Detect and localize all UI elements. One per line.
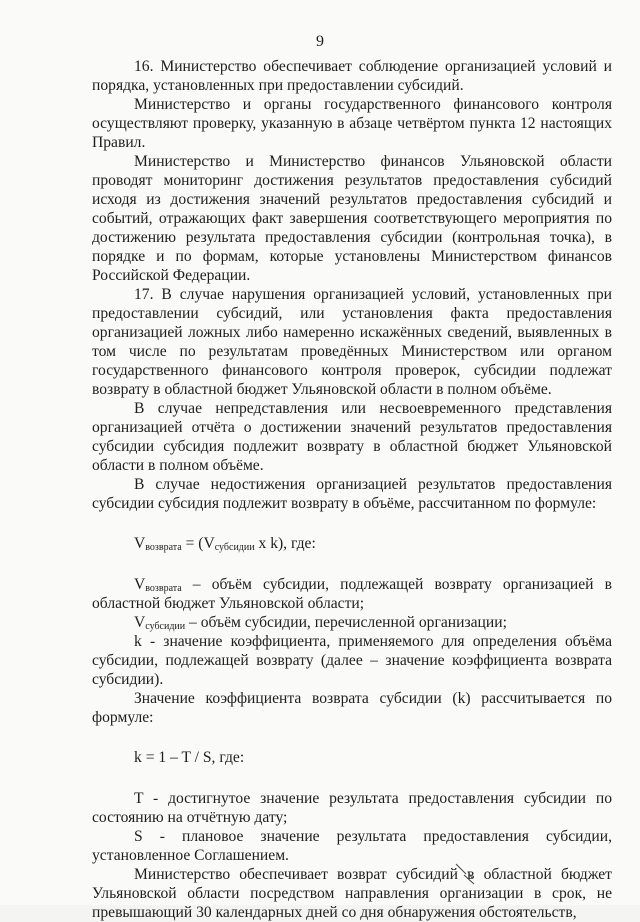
page-number: 9 <box>316 33 324 50</box>
definition-v-subsidy: $V_{субсидии}$ – объём субсидии, перечисленной организации; <box>134 614 507 632</box>
paragraph-17-formula-intro: В случае недостижения организацией результатов предоставления субсидии субсидия подлежит возврату в объёме, рассчитанном по формуле: <box>92 476 612 512</box>
coefficient-formula: k = 1 – T / S, где: <box>134 749 245 766</box>
pen-mark <box>454 862 480 886</box>
definition-k: k - значение коэффициента, применяемого для определения объёма субсидии, подлежащей возврату (далее – значение коэффициента возврата субсидии). <box>92 633 612 688</box>
definition-v-return: $V_{возврата}$ – объём субсидии, подлежащей возврату организацией в областной бюджет Ульяновской области; <box>92 576 612 612</box>
paragraph-16-monitoring: Министерство и Министерство финансов Ульяновской области проводят мониторинг достижения результатов предоставления субсидий исходя из достижения значений результатов предоставления субсидий и событий, отражающих факт завершения соответствующего мероприятия по достижению результата предоставления субсидии (контрольная точка), в порядке и по формам, которые установлены Министерством финансов Российской Федерации. <box>92 153 612 284</box>
paragraph-16-verification: Министерство и органы государственного финансового контроля осуществляют проверку, указанную в абзаце четвёртом пункта 12 настоящих Правил. <box>92 96 612 151</box>
paragraph-16: 16. Министерство обеспечивает соблюдение организацией условий и порядка, установленных при предоставлении субсидий. <box>92 58 612 94</box>
paragraph-refund-procedure: Министерство обеспечивает возврат субсидий в областной бюджет Ульяновской области посредством направления организации в срок, не превышающий 30 календарных дней со дня обнаружения обстоятельств, <box>92 866 612 921</box>
paragraph-17-report: В случае непредставления или несвоевременного представления организацией отчёта о достижении значений результатов предоставления субсидии субсидия подлежит возврату в областной бюджет Ульяновской области в полном объёме. <box>92 400 612 474</box>
paragraph-17: 17. В случае нарушения организацией условий, установленных при предоставлении субсидий, или установления факта предоставления организацией ложных либо намеренно искажённых сведений, выявленных в том числе по результатам проведённых Министерством или органом государственного финансового контроля проверок, субсидии подлежат возврату в областной бюджет Ульяновской области в полном объёме. <box>92 286 612 398</box>
refund-formula: $V_{возврата} = (V_{субсидии}$ x k), где: <box>134 535 316 553</box>
definition-t: T - достигнутое значение результата предоставления субсидии по состоянию на отчётную дату; <box>92 790 612 826</box>
definition-s: S - плановое значение результата предоставления субсидии, установленное Соглашением. <box>92 828 612 864</box>
document-body <box>92 57 612 922</box>
coefficient-intro: Значение коэффициента возврата субсидии (k) рассчитывается по формуле: <box>92 690 612 726</box>
